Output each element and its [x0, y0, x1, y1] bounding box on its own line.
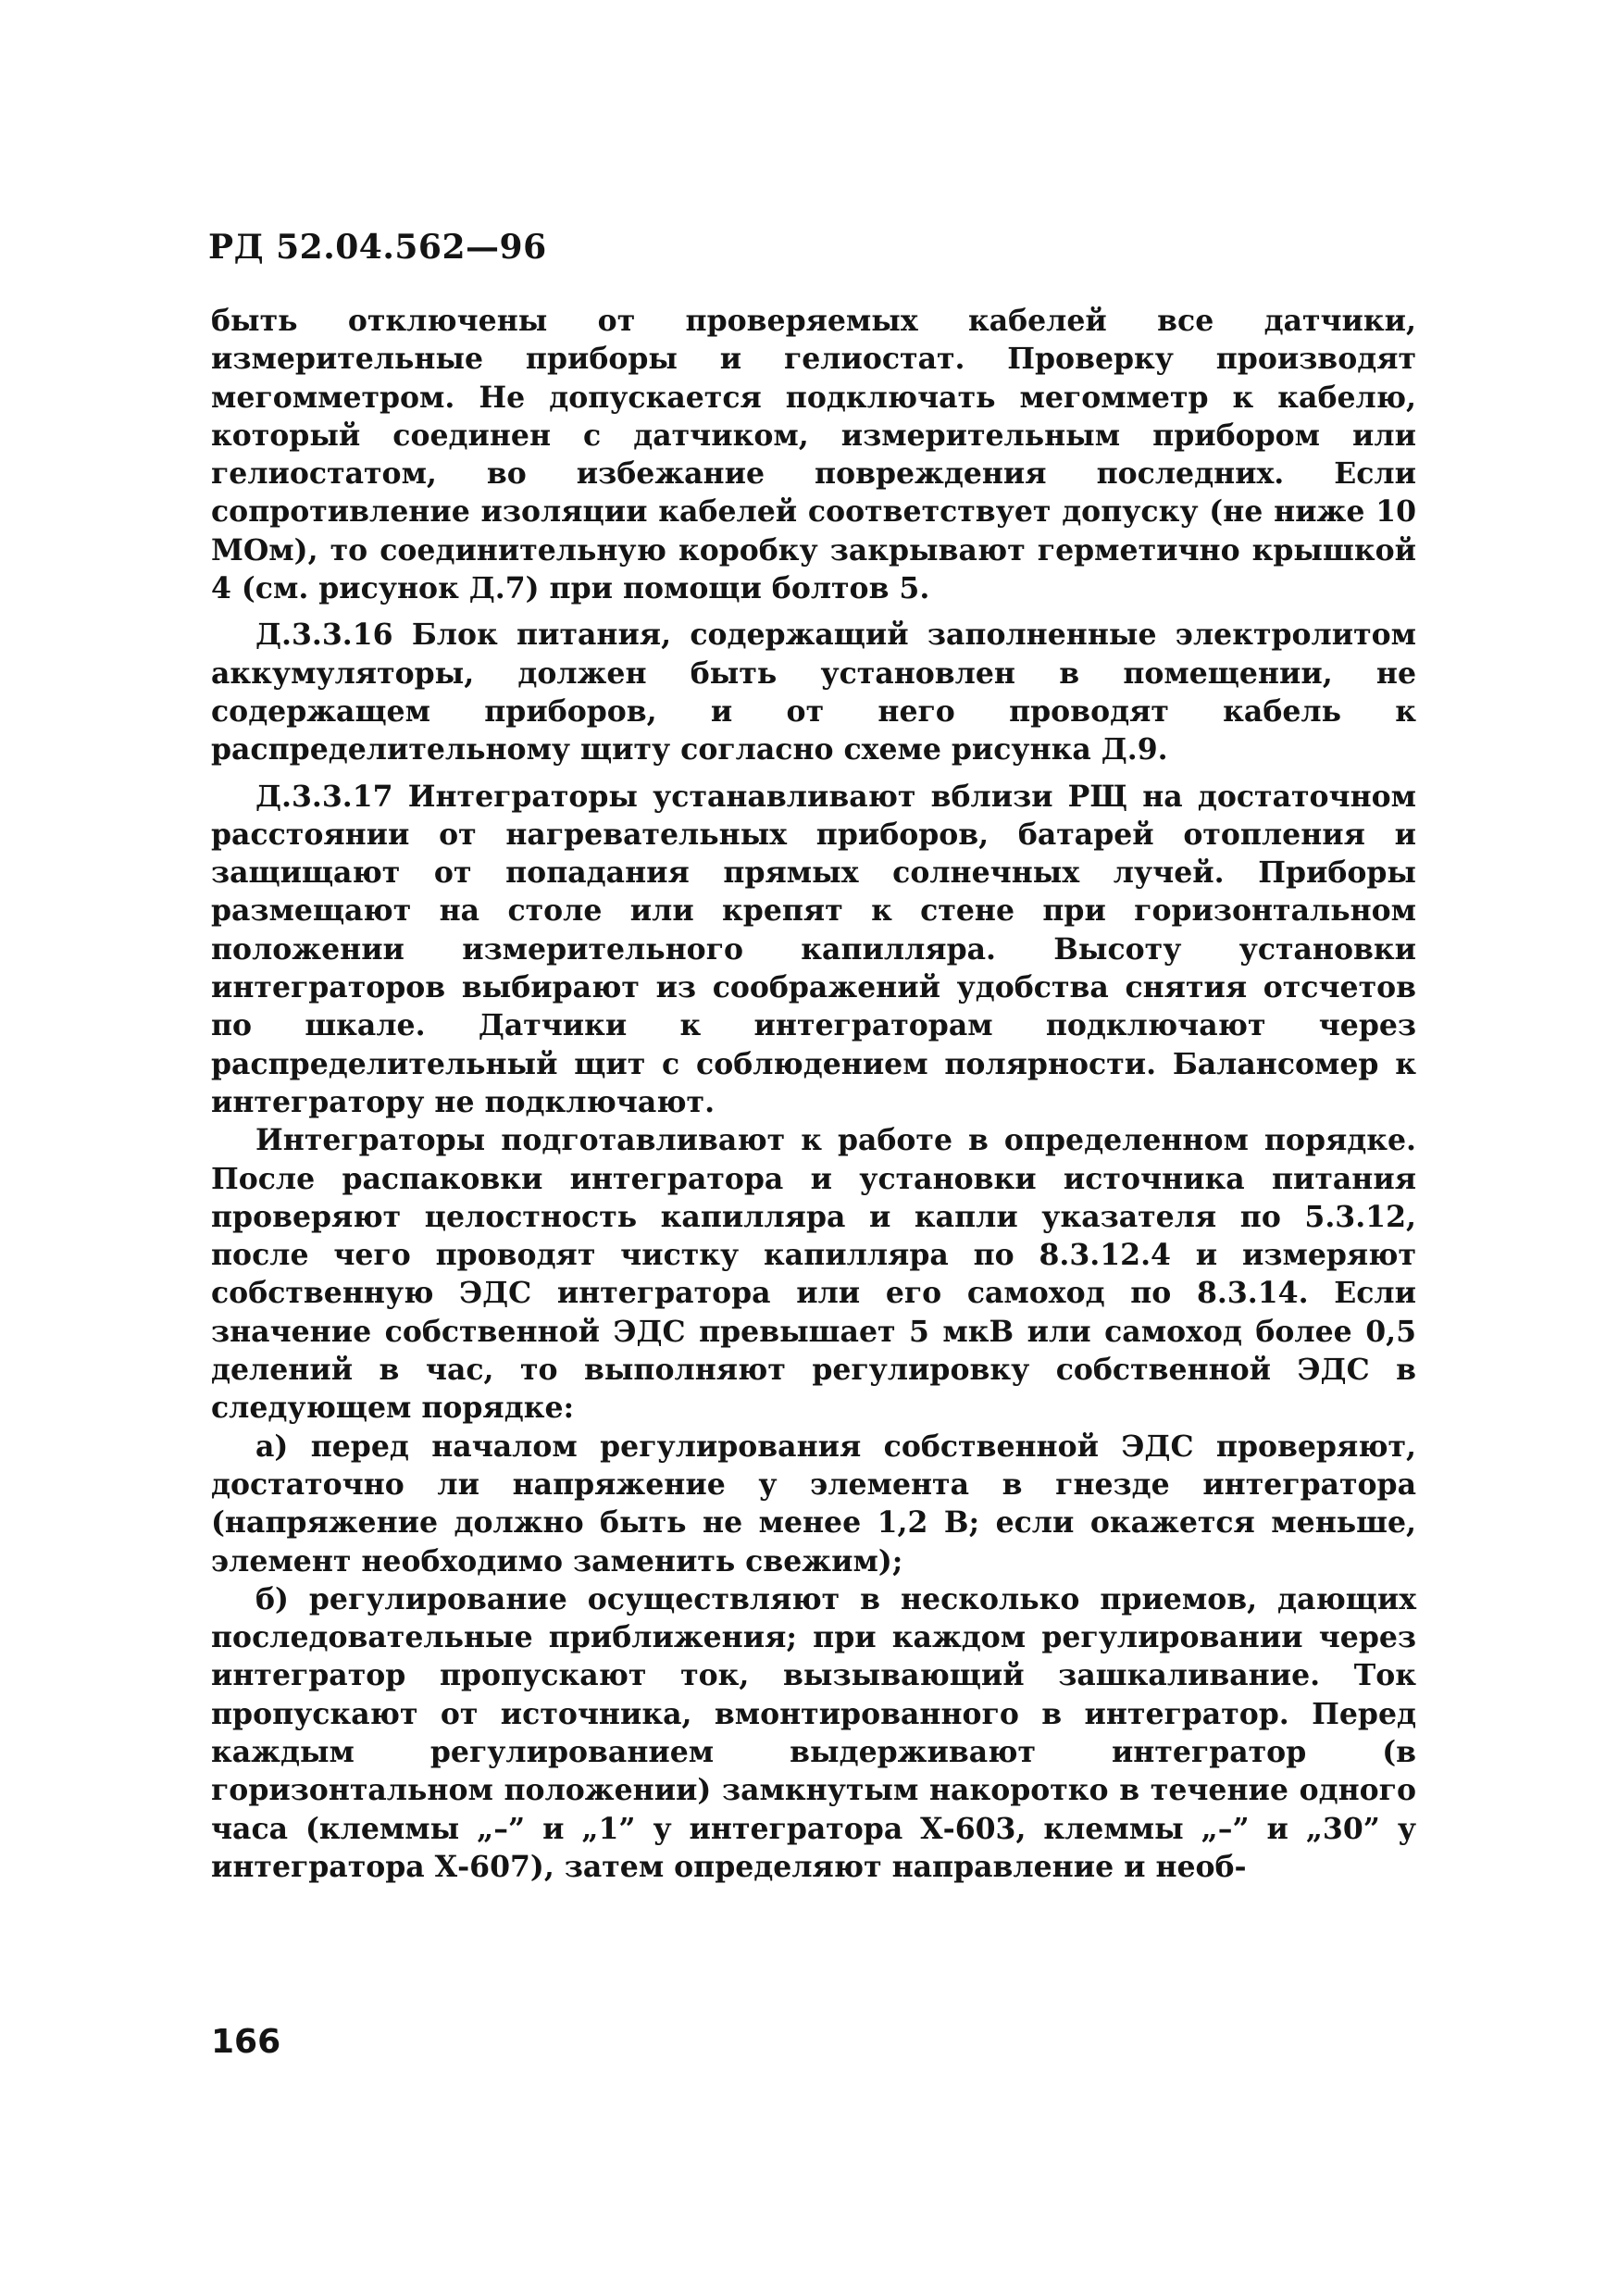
paragraph-continuation: быть отключены от проверяемых кабелей все датчики, измерительные приборы и гелиостат. Проверку производят мегомметром. Не допускается подключать мегомметр к кабелю, который соединен с датчиком, измерительным прибором или гелиостатом, во избежание повреждения последних. Если сопротивление изоляции кабелей соответствует допуску (не ниже 10 МОм), то соединительную коробку закрывают герметично крышкой 4 (см. рисунок Д.7) при помощи болтов 5. [211, 304, 1416, 606]
paragraph-item-a: а) перед началом регулирования собственной ЭДС проверяют, достаточно ли напряжение у элемента в гнезде интегратора (напряжение должно быть не менее 1,2 В; если окажется меньше, элемент необходимо заменить свежим); [211, 1429, 1416, 1578]
paragraph-integrator-preparation: Интеграторы подготавливают к работе в определенном порядке. После распаковки интегратора и установки источника питания проверяют целостность капилляра и капли указателя по 5.3.12, после чего проводят чистку капилляра по 8.3.12.4 и измеряют собственную ЭДС интегратора или его самоход по 8.3.14. Если значение собственной ЭДС превышает 5 мкВ или самоход более 0,5 делений в час, то выполняют регулировку собственной ЭДС в следующем порядке: [211, 1123, 1416, 1426]
page-number: 166 [211, 2023, 281, 2061]
paragraph-item-b: б) регулирование осуществляют в несколько приемов, дающих последовательные приближения; при каждом регулировании через интегратор пропускают ток, вызывающий зашкаливание. Ток пропускают от источника, вмонтированного в интегратор. Перед каждым регулированием выдерживают интегратор (в горизонтальном положении) замкнутым накоротко в течение одного часа (клеммы „–” и „1” у интегратора Х-603, клеммы „–” и „30” у интегратора Х-607), затем определяют направление и необ- [211, 1581, 1416, 1884]
paragraph-d-3-3-17: Д.3.3.17 Интеграторы устанавливают вблизи РЩ на достаточном расстоянии от нагревательных приборов, батарей отопления и защищают от попадания прямых солнечных лучей. Приборы размещают на столе или крепят к стене при горизонтальном положении измерительного капилляра. Высоту установки интеграторов выбирают из соображений удобства снятия отсчетов по шкале. Датчики к интеграторам подключают через распределительный щит с соблюдением полярности. Балансомер к интегратору не подключают. [211, 779, 1416, 1119]
body-text [211, 302, 1416, 1886]
document-code-header: РД 52.04.562—96 [208, 228, 547, 267]
paragraph-d-3-3-16: Д.3.3.16 Блок питания, содержащий заполненные электролитом аккумуляторы, должен быть установлен в помещении, не содержащем приборов, и от него проводят кабель к распределительному щиту согласно схеме рисунка Д.9. [211, 618, 1416, 767]
